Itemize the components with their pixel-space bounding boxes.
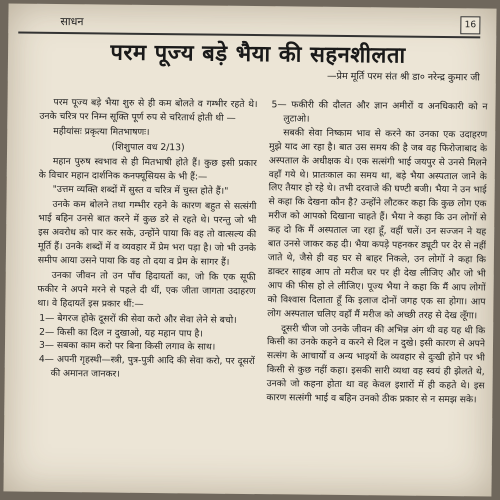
paragraph: महान पुरुष स्वभाव से ही मितभाषी होते हैं। कुछ इसी प्रकार के विचार महान दार्शनिक कनफ्यूसियस के भी हैं:— bbox=[38, 155, 257, 183]
list-item: 1— बेगरज होके दूसरों की सेवा करो और सेवा लेने से बचो। bbox=[39, 312, 237, 326]
list-item: 4— अपनी गृहस्थी—स्त्री, पुत्र-पुत्री आदि की सेवा करो, पर दूसरों की अमानत जानकर। bbox=[38, 354, 255, 380]
left-column bbox=[36, 96, 258, 488]
page-number: 16 bbox=[460, 16, 480, 34]
paragraph: सबकी सेवा निष्काम भाव से करने का उनका एक उदाहरण मुझे याद आ रहा है। बात उस समय की है जब वह फिरोजाबाद के अस्पताल के अधीक्षक थे। एक सत्संगी भाई जयपुर से उनसे मिलने वहाँ गये थे। प्रातःकाल का समय था, बड़े भैया अस्पताल जाने के लिए तैयार हो रहे थे। तभी दरवाजे की घण्टी बजी। भैया ने उन भाई से कहा कि देखना कौन है? उन्होंने लौटकर कहा कि कुछ लोग एक मरीज को आपको दिखाना चाहते हैं। भैया ने कहा कि उन लोगों से कह दो कि मैं अस्पताल जा रहा हूँ, वहीं चलें। उन सज्जन ने यह बात उनसे जाकर कह दी। भैया कपड़े पहनकर ड्यूटी पर देर से नहीं जाते थे, जैसे ही वह घर से बाहर निकले, उन लोगों ने कहा कि डाक्टर साहब आप तो मरीज घर पर ही देख लीजिए और जो भी आप की फीस हो ले लीजिए। पूज्य भैया ने कहा कि मैं आप लोगों को विश्वास दिलाता हूँ कि इलाज दोनों जगह एक सा होगा। आप लोग अस्पताल चलिए वहाँ मैं मरीज को अच्छी तरह से देख लूँगा। bbox=[267, 127, 488, 321]
author-byline: —प्रेम मूर्ति परम संत श्री डा० नरेन्द्र कुमार जी bbox=[327, 70, 480, 84]
paragraph: परम पूज्य बड़े भैया शुरु से ही कम बोलते व गम्भीर रहते थे। उनके चरित्र पर निम्न सूक्ति पूर्ण रुप से चरितार्थ होती थी — bbox=[39, 96, 258, 124]
instruction-list bbox=[37, 311, 256, 383]
page-header bbox=[18, 10, 480, 39]
book-page bbox=[3, 3, 496, 496]
paragraph: दूसरी चीज जो उनके जीवन की अभिन्न अंग थी वह यह थी कि किसी का उनके कहने व करने से दिल न दुखे। इसी कारण से अपने सत्संग के आचार्यों व अन्य भाइयों के व्यवहार से दुःखी होने पर भी किसी से कुछ नहीं कहा। इसकी सारी व्यथा वह स्वयं ही झेलते थे, उनको जो कहना होता था वह केवल इशारों में ही कहते थे। इस कारण सत्संगी भाई व बहिन उनको ठीक प्रकार से न समझ सके। bbox=[266, 322, 486, 406]
quote-confucius: "उत्तम व्यक्ति शब्दों में सुस्त व चरित्र में चुस्त होते हैं।" bbox=[52, 184, 229, 198]
paragraph: उनका जीवन तो उन पाँच हिदायतों का, जो कि एक सूफी फकीर ने अपने मरने से पहले दी थीं, एक जीता जागता उदाहरण था। वे हिदायतें इस प्रकार थीं:— bbox=[37, 269, 256, 310]
section-label: साधन bbox=[60, 15, 84, 29]
paragraph: उनके कम बोलने तथा गम्भीर रहने के कारण बहुत से सत्संगी भाई बहिन उनसे बात करने में कुछ डरे से रहते थे। परन्तु जो भी इस अवरोध को पार कर सके, उन्होंने पाया कि वह तो वात्सल्य की मूर्ति हैं। उनके शब्दों में व व्यवहार में प्रेम भरा पड़ा है। जो भी उनके समीप आया उसने पाया कि वह तो दया व प्रेम के सागर हैं। bbox=[37, 199, 257, 268]
instruction-list bbox=[269, 98, 487, 128]
list-item: 3— सबका काम करो पर बिना किसी लगाव के साथ। bbox=[38, 340, 216, 354]
list-item: 5— फकीरी की दौलत और ज्ञान अमीरों व अनधिकारी को न लुटाओ। bbox=[271, 99, 488, 125]
citation: (शिशुपाल वध 2/13) bbox=[111, 141, 185, 154]
article-title: परम पूज्य बड़े भैया की सहनशीलता bbox=[110, 40, 406, 69]
list-item: 2— किसी का दिल न दुखाओ, यह महान पाप है। bbox=[39, 326, 203, 340]
right-column bbox=[266, 98, 488, 490]
sanskrit-quote: महीयांसः प्रकृत्या मितभाषणः। bbox=[53, 125, 150, 138]
